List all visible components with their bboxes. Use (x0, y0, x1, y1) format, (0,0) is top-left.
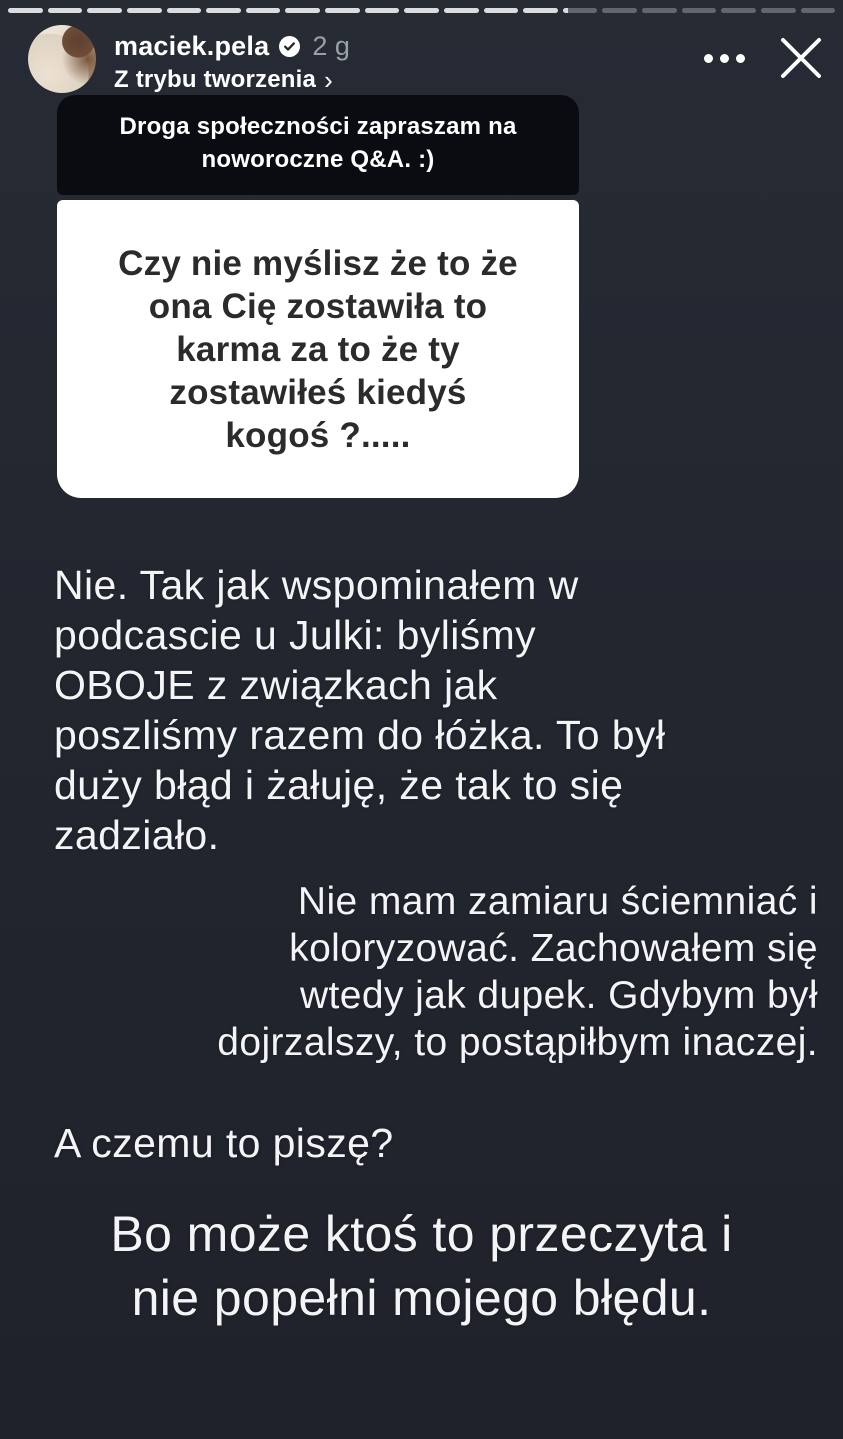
text-line: wtedy jak dupek. Gdybym był (299, 974, 818, 1017)
qa-sticker[interactable] (57, 95, 579, 498)
qa-question-line: kogoś ?..... (225, 416, 411, 455)
qa-sticker-prompt (57, 95, 579, 195)
story-text-intro (54, 560, 665, 860)
header-text (114, 30, 350, 94)
header-actions (697, 30, 829, 86)
text-line: duży błąd i żałuję, że tak to się (54, 762, 624, 808)
story-text-conclusion (0, 1202, 843, 1330)
text-line: zadziało. (54, 812, 220, 858)
more-options-button[interactable] (697, 30, 751, 86)
story-text-why (54, 1118, 394, 1168)
creation-mode-label: Z trybu tworzenia (114, 66, 317, 93)
more-options-icon (704, 54, 713, 63)
username[interactable]: maciek.pela (114, 30, 270, 61)
story-timestamp: 2 g (312, 30, 350, 61)
verified-badge-icon (279, 36, 300, 57)
close-button[interactable] (773, 30, 829, 86)
close-icon (778, 37, 824, 79)
story-header (0, 0, 843, 100)
chevron-right-icon: › (324, 65, 333, 95)
qa-question-line: ona Cię zostawiła to (148, 287, 488, 326)
text-line: podcascie u Julki: byliśmy (54, 612, 537, 658)
avatar[interactable] (28, 25, 96, 93)
creation-mode-link[interactable] (114, 66, 350, 94)
text-line: Nie mam zamiaru ściemniać i (297, 880, 818, 923)
text-line: Bo może ktoś to przeczyta i (110, 1206, 733, 1262)
qa-prompt-line: Droga społeczności zapraszam na (119, 113, 517, 140)
qa-sticker-question (57, 200, 579, 498)
text-line: koloryzować. Zachowałem się (289, 927, 818, 970)
qa-question-line: Czy nie myślisz że to że (118, 244, 518, 283)
text-line: A czemu to piszę? (54, 1120, 394, 1166)
text-line: nie popełni mojego błędu. (131, 1270, 712, 1326)
text-line: OBOJE z związkach jak (54, 662, 498, 708)
text-line: dojrzalszy, to postąpiłbym inaczej. (217, 1021, 818, 1064)
story-text-confession (217, 878, 818, 1066)
qa-question-line: karma za to że ty (176, 330, 460, 369)
qa-prompt-line: noworoczne Q&A. :) (201, 146, 435, 173)
qa-question-line: zostawiłeś kiedyś (169, 373, 467, 412)
text-line: Nie. Tak jak wspominałem w (54, 562, 579, 608)
username-row (114, 30, 350, 62)
text-line: poszliśmy razem do łóżka. To był (54, 712, 666, 758)
